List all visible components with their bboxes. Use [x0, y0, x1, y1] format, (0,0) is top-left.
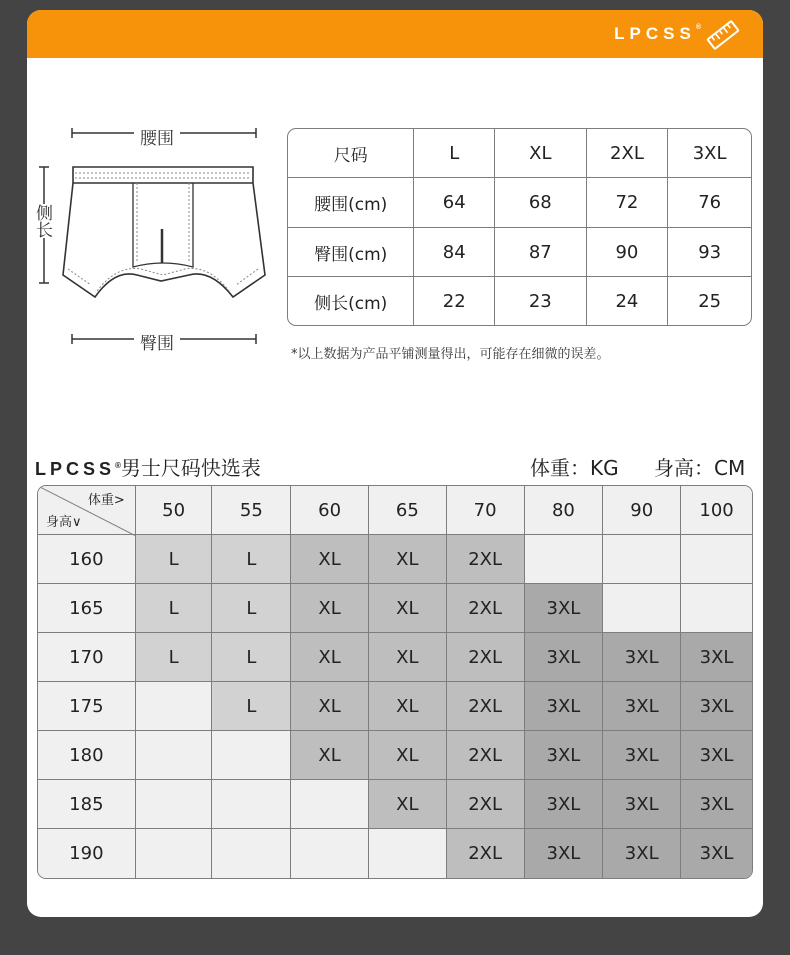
size-value-cell: 25 [698, 290, 722, 312]
header-bar [27, 10, 763, 58]
size-header-cell: 3XL [668, 129, 751, 178]
empty-cell [136, 829, 213, 878]
empty-cell [681, 535, 752, 584]
weight-header-cell: 50 [136, 486, 213, 535]
height-unit: 身高：CM [654, 456, 746, 480]
quick-row [38, 731, 752, 780]
size-recommendation-cell: L [212, 633, 291, 682]
weight-unit: 体重：KG [530, 456, 619, 480]
quick-size-table [37, 485, 753, 879]
empty-cell [136, 731, 213, 780]
height-header-cell: 170 [38, 633, 136, 682]
empty-cell [369, 829, 447, 878]
size-recommendation-cell: L [212, 682, 291, 731]
height-header-cell: 175 [38, 682, 136, 731]
ruler-icon [705, 20, 741, 50]
size-recommendation-cell: L [136, 584, 213, 633]
size-recommendation-cell: XL [291, 535, 369, 584]
size-recommendation-cell: 3XL [681, 633, 752, 682]
size-value-cell: 24 [587, 277, 669, 325]
size-recommendation-cell: XL [291, 731, 369, 780]
size-recommendation-cell: XL [291, 682, 369, 731]
size-row-label: 臀围(cm) [288, 228, 414, 277]
size-recommendation-cell: 2XL [447, 682, 525, 731]
size-header-cell: 2XL [587, 129, 669, 178]
size-recommendation-cell: XL [291, 584, 369, 633]
weight-header-cell: 65 [369, 486, 447, 535]
hip-label: 臀围 [134, 329, 180, 354]
empty-cell [136, 780, 213, 829]
quick-row [38, 829, 752, 878]
size-recommendation-cell: 3XL [603, 780, 681, 829]
empty-cell [212, 780, 291, 829]
size-recommendation-cell: 2XL [447, 535, 525, 584]
size-value-cell: 68 [495, 178, 587, 227]
size-value-cell: 93 [668, 228, 751, 277]
size-row [288, 178, 751, 227]
size-recommendation-cell: 2XL [447, 829, 525, 878]
empty-cell [681, 584, 752, 633]
waist-label: 腰围 [134, 124, 180, 149]
height-header-cell: 180 [38, 731, 136, 780]
weight-header-cell: 80 [525, 486, 604, 535]
quick-row [38, 780, 752, 829]
weight-header-cell: 55 [212, 486, 291, 535]
empty-cell [525, 535, 604, 584]
empty-cell [212, 829, 291, 878]
size-recommendation-cell: 2XL [447, 633, 525, 682]
size-value-cell: 87 [495, 228, 587, 277]
size-row [288, 228, 751, 277]
weight-header-cell: 60 [291, 486, 369, 535]
size-recommendation-cell: 3XL [603, 682, 681, 731]
size-recommendation-cell: 3XL [603, 633, 681, 682]
corner-height-label: 身高∨ [46, 515, 82, 530]
size-recommendation-cell: L [136, 633, 213, 682]
size-row [288, 277, 751, 325]
quick-title-brand: LPCSS® [35, 459, 121, 479]
height-header-cell: 165 [38, 584, 136, 633]
empty-cell [603, 535, 681, 584]
weight-header-cell: 100 [681, 486, 752, 535]
size-recommendation-cell: XL [369, 682, 447, 731]
side-label: 侧长 [32, 204, 52, 238]
quick-table-title [35, 452, 261, 481]
size-value-cell: 23 [495, 277, 587, 325]
boxer-brief-diagram [61, 163, 267, 313]
size-recommendation-cell: XL [369, 584, 447, 633]
size-value-cell: 84 [414, 228, 495, 277]
empty-cell [136, 682, 213, 731]
size-recommendation-cell: 2XL [447, 584, 525, 633]
quick-row [38, 682, 752, 731]
size-recommendation-cell: XL [291, 633, 369, 682]
size-value-cell: 76 [668, 178, 751, 227]
size-recommendation-cell: 3XL [681, 731, 752, 780]
empty-cell [291, 829, 369, 878]
size-row-label: 侧长(cm) [288, 277, 414, 325]
size-guide-card [27, 10, 763, 917]
size-value-cell: 22 [414, 277, 495, 325]
size-recommendation-cell: 3XL [525, 584, 604, 633]
measurement-note: *以上数据为产品平铺测量得出，可能存在细微的误差。 [291, 347, 610, 362]
height-header-cell: 190 [38, 829, 136, 878]
quick-row [38, 584, 752, 633]
weight-header-cell: 90 [603, 486, 681, 535]
quick-row [38, 633, 752, 682]
size-recommendation-cell: 2XL [447, 780, 525, 829]
size-recommendation-cell: 3XL [681, 682, 752, 731]
size-recommendation-cell: 3XL [603, 829, 681, 878]
brand-reg: ® [695, 24, 701, 32]
corner-cell [38, 486, 136, 535]
height-header-cell: 185 [38, 780, 136, 829]
empty-cell [212, 731, 291, 780]
size-recommendation-cell: 3XL [681, 829, 752, 878]
height-header-cell: 160 [38, 535, 136, 584]
size-recommendation-cell: 3XL [525, 780, 604, 829]
weight-header-cell: 70 [447, 486, 525, 535]
size-recommendation-cell: XL [369, 780, 447, 829]
size-recommendation-cell: XL [369, 633, 447, 682]
size-recommendation-cell: 3XL [603, 731, 681, 780]
size-header-label: 尺码 [288, 129, 414, 178]
size-recommendation-cell: 3XL [525, 731, 604, 780]
size-value-cell: 64 [414, 178, 495, 227]
quick-title-text: 男士尺码快选表 [120, 456, 261, 480]
size-recommendation-cell: 3XL [681, 780, 752, 829]
size-header-row [288, 129, 751, 178]
quick-row [38, 535, 752, 584]
empty-cell [603, 584, 681, 633]
size-recommendation-cell: L [212, 535, 291, 584]
size-recommendation-cell: 3XL [525, 682, 604, 731]
corner-weight-label: 体重> [87, 493, 125, 508]
size-measurement-table [287, 128, 752, 326]
empty-cell [291, 780, 369, 829]
brand-logo [614, 24, 701, 44]
size-recommendation-cell: XL [369, 731, 447, 780]
size-header-cell: XL [495, 129, 587, 178]
size-recommendation-cell: L [136, 535, 213, 584]
size-recommendation-cell: 3XL [525, 829, 604, 878]
size-recommendation-cell: L [212, 584, 291, 633]
size-value-cell: 90 [587, 228, 669, 277]
size-value-cell: 72 [587, 178, 669, 227]
size-header-cell: L [414, 129, 495, 178]
size-recommendation-cell: 2XL [447, 731, 525, 780]
size-row-label: 腰围(cm) [288, 178, 414, 227]
size-recommendation-cell: XL [369, 535, 447, 584]
size-recommendation-cell: 3XL [525, 633, 604, 682]
brand-name: LPCSS [614, 24, 696, 43]
quick-header-row [38, 486, 752, 535]
